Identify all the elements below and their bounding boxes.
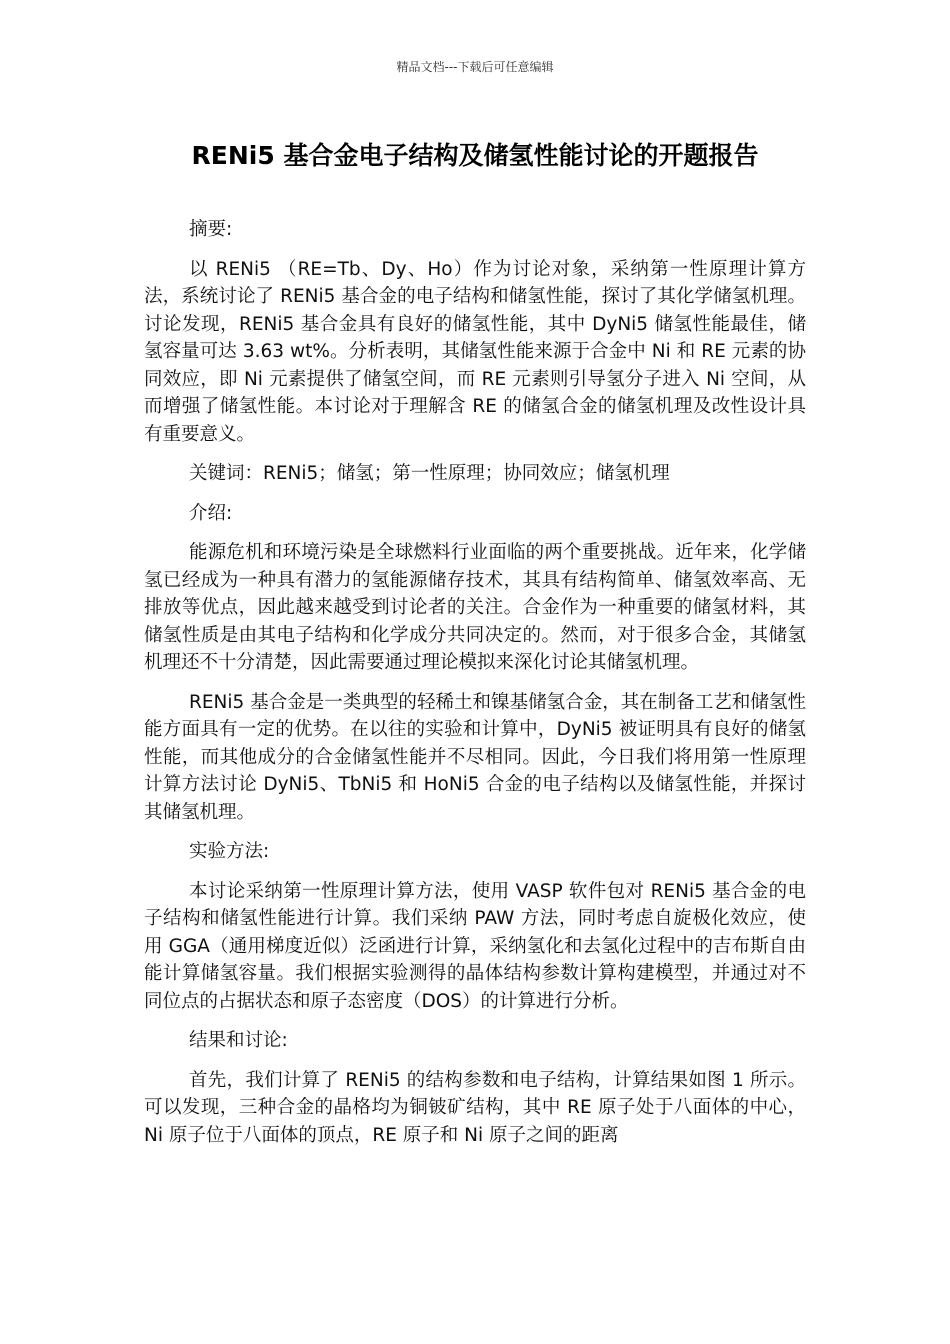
abstract-paragraph: 以 RENi5 （RE=Tb、Dy、Ho）作为讨论对象，采纳第一性原理计算方法，系统讨论了 RENi5 基合金的电子结构和储氢性能，探讨了其化学储氢机理。讨论发现，RENi5 基合金具有良好的储氢性能，其中 DyNi5 储氢性能最佳，储氢容量可达 3.63 wt%。分析表明，其储氢性能来源于合金中 Ni 和 RE 元素的协同效应，即 Ni 元素提供了储氢空间，而 RE 元素则引导氢分子进入 Ni 空间，从而增强了储氢性能。本讨论对于理解含 RE 的储氢合金的储氢机理及改性设计具有重要意义。 — [144, 258, 806, 445]
results-paragraph: 首先，我们计算了 RENi5 的结构参数和电子结构，计算结果如图 1 所示。可以发现，三种合金的晶格均为铜铍矿结构，其中 RE 原子处于八面体的中心，Ni 原子位于八面体的顶点，RE 原子和 Ni 原子之间的距离 — [144, 1069, 806, 1146]
method-paragraph: 本讨论采纳第一性原理计算方法，使用 VASP 软件包对 RENi5 基合金的电子结构和储氢性能进行计算。我们采纳 PAW 方法，同时考虑自旋极化效应，使用 GGA（通用梯度近似）泛函进行计算，采纳氢化和去氢化过程中的吉布斯自由能计算储氢容量。我们根据实验测得的晶体结构参数计算构建模型，并通过对不同位点的占据状态和原子态密度（DOS）的计算进行分析。 — [144, 880, 806, 1012]
abstract-label: 摘要: — [189, 219, 233, 240]
document-body — [144, 216, 806, 1161]
intro-label: 介绍: — [189, 502, 233, 524]
header-note: 精品文档---下载后可任意编辑 — [396, 60, 554, 74]
method-label: 实验方法: — [189, 841, 270, 862]
intro-paragraph-1: 能源危机和环境污染是全球燃料行业面临的两个重要挑战。近年来，化学储氢已经成为一种具有潜力的氢能源储存技术，其具有结构简单、储氢效率高、无排放等优点，因此越来越受到讨论者的关注。合金作为一种重要的储氢材料，其储氢性质是由其电子结构和化学成分共同决定的。然而，对于很多合金，其储氢机理还不十分清楚，因此需要通过理论模拟来深化讨论其储氢机理。 — [144, 542, 806, 673]
intro-paragraph-2: RENi5 基合金是一类典型的轻稀土和镍基储氢合金，其在制备工艺和储氢性能方面具有一定的优势。在以往的实验和计算中，DyNi5 被证明具有良好的储氢性能，而其他成分的合金储氢性能并不尽相同。因此，今日我们将用第一性原理计算方法讨论 DyNi5、TbNi5 和 HoNi5 合金的电子结构以及储氢性能，并探讨其储氢机理。 — [144, 691, 806, 823]
keywords-line: 关键词：RENi5；储氢；第一性原理；协同效应；储氢机理 — [189, 463, 670, 484]
results-label: 结果和讨论: — [189, 1030, 288, 1051]
document-title: RENi5 基合金电子结构及储氢性能讨论的开题报告 — [191, 141, 759, 170]
